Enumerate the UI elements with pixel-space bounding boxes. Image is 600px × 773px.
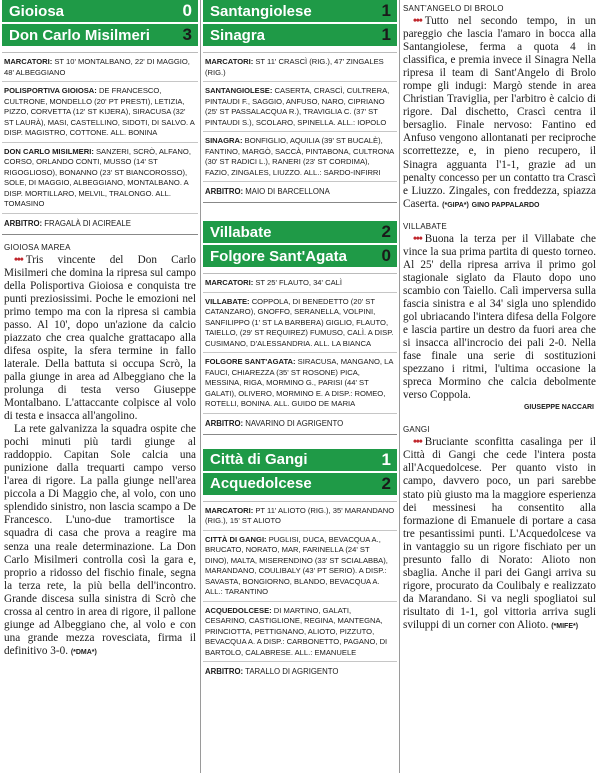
- match-info: [203, 52, 397, 203]
- team-score: 0: [381, 246, 391, 265]
- dateline: GIOIOSA MAREA: [4, 242, 71, 252]
- team-bar-away: [2, 24, 198, 46]
- team-bar-away: [203, 24, 397, 46]
- article-body: [2, 254, 198, 659]
- column-middle: [203, 0, 397, 682]
- team-name: Folgore Sant'Agata: [210, 247, 347, 265]
- article-body: [401, 15, 598, 212]
- referee: ARBITRO: FRAGALÀ DI ACIREALE: [2, 214, 198, 235]
- team-name: Santangiolese: [210, 2, 312, 20]
- team-score: 1: [381, 1, 391, 20]
- team-score: 2: [381, 222, 391, 241]
- scorers: MARCATORI: ST 11' CRASCÌ (RIG.), 47' ZINGALES (RIG.): [203, 53, 397, 82]
- lineup-home: CITTÀ DI GANGI: PUGLISI, DUCA, BEVACQUA A., BRUCATO, NORATO, MAR, FARINELLA (24' ST DINO), MALTA, MISERENDINO (33' ST SCIALABBA), MARANDANO, COULIBALY (43' PT SERIO). A DISP.: SAVASTA, BONGIORNO, BLANDO, BEVACQUA A. ALL.: TARANTINO: [203, 531, 397, 602]
- team-bar-home: [203, 449, 397, 471]
- team-score: 0: [182, 1, 192, 20]
- column-right: [401, 0, 598, 633]
- lineup-away: DON CARLO MISILMERI: SANZERI, SCRÒ, ALFANO, CORSO, ORLANDO CONTI, MUSSO (14' ST RIGOGLIOSO), BONANNO (23' ST BIANCOROSSO), SOLE, DI MAGGIO, ALBEGGIANO, MONTALBANO. A DISP. MORTILLARO, MELVIL, TRALONGO. ALL. TOMASINO: [2, 143, 198, 214]
- article-body: [401, 436, 598, 633]
- lineup-home: SANTANGIOLESE: CASERTA, CRASCÌ, CULTRERA, PINTAUDI F., SAGGIO, ANFUSO, NARO, CIPRIANO (25' ST PASSALACQUA R.), TRAVIGLIA C. (37' ST PINTAUDI S.), SCOLARO, SPINELLA. ALL.: IOPOLO: [203, 82, 397, 132]
- team-name: Acquedolcese: [210, 475, 312, 492]
- match-info: [203, 273, 397, 435]
- column-left: [2, 0, 198, 659]
- team-bar-away: [203, 473, 397, 495]
- match-info: [203, 501, 397, 683]
- team-score: 1: [381, 449, 391, 469]
- scorers: MARCATORI: ST 25' FLAUTO, 34' CALÌ: [203, 274, 397, 293]
- author-name: GIUSEPPE NACCARI: [523, 404, 594, 412]
- lineup-home: VILLABATE: COPPOLA, DI BENEDETTO (20' ST CATANZARO), GNOFFO, SERANELLA, VOLPINI, SANFILIPPO (1' ST LA BARBERA) GIGLIO, FLAUTO, TAIELLO, (29' ST REQUIREZ) FUMUSO, CALÌ. A DISP. CUSIMANO, D'ALESSANDRIA. ALL. LA BIANCA: [203, 293, 397, 354]
- article-paragraph: ••• Tutto nel secondo tempo, in un pareggio che lascia l'amaro in bocca alla Santangiolese, ferma a quota 4 in classifica, e premia invece il Sinagra Nella ripresa il team di Sant'Angelo di Brolo rompe gli indugi: Margò stende in area Christian Traviglia, per l'arbitro è calcio di rigore. Dal dischetto, Crascì centra il bersaglio. Finale nervoso: Fantino ed Anfuso vengono allontanati per reciproche scorrettezze, e, in pieno recupero, il Sinagra agguanta l'1-1, grazie ad un penalty concesso per un contatto tra Crascì e Liuzzo. Zingales, con freddezza, spiazza Caserta. (*GIPA*) GINO PAPPALARDO: [403, 15, 596, 210]
- signature: (*GIPA*): [442, 201, 469, 209]
- signature: (*MIFE*): [551, 622, 579, 630]
- team-name: Gioiosa: [9, 2, 65, 20]
- lineup-home: POLISPORTIVA GIOIOSA: DE FRANCESCO, CULTRONE, MONDELLO (20' PT PRESTI), LETIZIA, PIZZO, CORVETTA (12' ST KIJERA), SIRACUSA (32' ST LAURÀ), MASI, CASTELLINO, SIDOTI, DI SALVO. A DISP. MAGISTRO, COTTONE. ALL. BONINA: [2, 82, 198, 143]
- match-info: [2, 52, 198, 235]
- team-bar-home: [2, 0, 198, 22]
- referee: ARBITRO: MAIO DI BARCELLONA: [203, 182, 397, 203]
- bullet-dots-icon: •••: [413, 232, 422, 245]
- scorers: MARCATORI: ST 10' MONTALBANO, 22' DI MAGGIO, 48' ALBEGGIANO: [2, 53, 198, 82]
- team-score: 2: [381, 473, 391, 493]
- signature: (*DMA*): [70, 648, 97, 656]
- team-name: Don Carlo Misilmeri: [9, 26, 150, 44]
- article-paragraph: ••• Bruciante sconfitta casalinga per il Città di Gangi che cede l'intera posta all'Acquedolcese. Per quanto visto in campo, davvero poco, un pari sarebbe stato più giusto ma la maggiore esperienza dei messinesi ha consentito alla formazione di Emanuele di portare a casa tre pesantissimi punti. L'Acquedolcese va in vantaggio su un rigore fischiato per un presunto fallo di Norato: Alioto non sbaglia. Anche il pari dei Gangi arriva su rigore, procurato da Coulibaly e realizzato da Marandano. Si va negli spogliatoi sul risultato di 1-1, gol vittoria arriva sugli sviluppi di un corner con Alioto. (*MIFE*): [403, 436, 596, 631]
- team-name: Sinagra: [210, 26, 266, 44]
- referee: ARBITRO: TARALLO DI AGRIGENTO: [205, 667, 339, 676]
- referee: ARBITRO: NAVARINO DI AGRIGENTO: [203, 414, 397, 435]
- article-paragraph: La rete galvanizza la squadra ospite che pochi minuti più tardi giunge al raddoppio. Capitan Sole calcia una punizione dalla trequarti campo verso l'area di rigore. La palla giunge nell'area piccola a Di Maggio che, al volo, con uno splendido sinistro, non lascia scampo a De Francesco. L'uno-due tramortisce la squadra di casa che prova a reagire ma senza una reale determinazione. La Don Carlo Misilmeri controlla così la gara e, proprio a ridosso del fischio finale, segna la terza rete, la più bella dell'incontro. Grande discesa sulla sinistra di Scrò che crossa al centro in area di rigore, il pallone giunge ad Albeggiano che, al volo e con una grande mezza rovesciata, firma il definitivo 3-0. (*DMA*): [4, 423, 196, 657]
- author-name: GINO PAPPALARDO: [471, 201, 540, 209]
- bullet-dots-icon: •••: [413, 436, 422, 449]
- team-bar-home: [203, 0, 397, 22]
- dateline: SANT'ANGELO DI BROLO: [403, 4, 504, 13]
- team-name: Villabate: [210, 223, 272, 241]
- bullet-dots-icon: •••: [413, 15, 422, 27]
- bullet-dots-icon: •••: [14, 253, 23, 266]
- lineup-away: SINAGRA: BONFIGLIO, AQUILIA (39' ST BUCALÈ), FANTINO, MARGÒ, SACCÀ, PINTABONA, CULTRONA (30' ST RADICI L.), RANERI (23' ST CORDIMA), FAZIO, ZINGALES, LIUZZO. ALL.: SARDO-INFIRRI: [203, 132, 397, 182]
- team-score: 3: [182, 25, 192, 44]
- article-body: [401, 233, 598, 403]
- article-paragraph: ••• Buona la terza per il Villabate che vince la sua prima partita di questo torneo. Al 25' della ripresa arriva il primo gol stagionale siglato da Flauto dopo uno scambio con Taiello. Calì imperversa sulla fascia sinistra e al 34' sigla uno splendido gol ubriacando l'intera difesa della Folgore e lascia partire un destro da fuori area che si insacca all'incrocio dei pali 2-0. Nella fase finale una serie di sostituzioni spezzano i ritmi, l'ultima occasione la spreca Mormino che calcia debolmente verso Coppola.: [403, 232, 596, 402]
- dateline: GANGI: [403, 425, 430, 435]
- lineup-away: FOLGORE SANT'AGATA: SIRACUSA, MANGANO, LA FAUCI, CHIAREZZA (35' ST ROSONE) PICA, MESSINA, RIGA, MORMINO G., PARISI (44' ST GALATI), OLIVERO, MORMINO E. A DISP.: ROMEO, ROTELLI, BONINA. ALL. GUIDO DE MARIA: [203, 353, 397, 414]
- team-name: Città di Gangi: [210, 451, 308, 468]
- lineup-away: ACQUEDOLCESE: DI MARTINO, GALATI, CESARINO, CASTIGLIONE, REGINA, MANTEGNA, PRINCIOTTA, PETTIGNANO, ALIOTO, PIZZUTO, BEVACQUA A. A DISP.: CARBONETTO, PAGANO, DI BARTOLO, CALABRESE. ALL.: EMANUELE: [203, 602, 397, 663]
- team-bar-home: [203, 221, 397, 243]
- dateline: VILLABATE: [403, 221, 447, 231]
- scorers: MARCATORI: PT 11' ALIOTO (RIG.), 35' MARANDANO (RIG.), 15' ST ALIOTO: [203, 502, 397, 531]
- team-score: 1: [381, 25, 391, 44]
- article-paragraph: ••• Tris vincente del Don Carlo Misilmeri che domina la ripresa sul campo della Polisportiva Gioiosa e conquista tre punti preziosissimi. Poche le emozioni nel primo tempo ma con la ripresa si cambia passo. Al 10', dopo un'azione da calcio piazzato che crea qualche grattacapo alla difesa ospite, la sfera termine in fallo laterale. Della battuta si occupa Scrò, la palla giunge in area ad Albeggiano che la prolunga di testa verso Giuseppe Montalbano. L'attaccante colpisce al volo di testa e insacca all'angolino.: [4, 253, 196, 423]
- team-bar-away: [203, 245, 397, 267]
